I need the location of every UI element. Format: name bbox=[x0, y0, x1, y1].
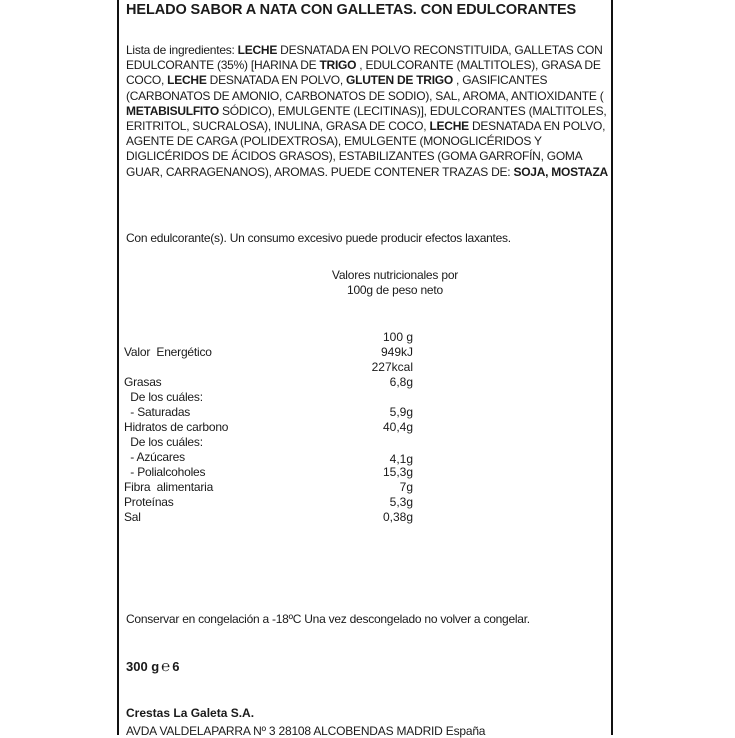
ingredient-text: DESNATADA EN POLVO, AGENTE DE CARGA (POLIDEXTROSA), EMULGENTE (MONOGLICÉRIDOS Y DIGLICÉRIDOS DE ÁCIDOS GRASOS), ESTABILIZANTES (GOMA GARROFÍN, GOMA GUAR, CARRAGENANOS), AROMAS. PUEDE CONTENER TRAZAS DE: bbox=[126, 119, 606, 179]
nutrition-row-value: 949kJ bbox=[380, 345, 413, 359]
nutrition-row-label: - Polialcoholes bbox=[124, 465, 206, 479]
nutrition-row-label: - Azúcares bbox=[124, 450, 185, 464]
storage-instructions: Conservar en congelación a -18ºC Una vez descongelado no volver a congelar. bbox=[126, 612, 530, 626]
nutrition-header-line2: 100g de peso neto bbox=[346, 283, 444, 297]
nutrition-row-label: Sal bbox=[124, 510, 141, 524]
allergen: METABISULFITO bbox=[126, 103, 219, 118]
allergen: TRIGO bbox=[319, 58, 357, 73]
ingredient-text: , GASIFICANTES (CARBONATOS DE AMONIO, CARBONATOS DE SODIO), SAL, AROMA, ANTIOXIDANTE ( bbox=[126, 73, 604, 103]
ingredient-text: , EDULCORANTE (MALTITOLES), GRASA DE COCO, bbox=[126, 58, 601, 88]
nutrition-row-value: 5,9g bbox=[389, 405, 413, 419]
estimated-sign-icon: ℮ bbox=[161, 658, 171, 675]
nutrition-row-label: De los cuáles: bbox=[124, 435, 203, 449]
nutrition-row-value: 5,3g bbox=[389, 495, 413, 509]
allergen: LECHE bbox=[167, 73, 207, 88]
company-address: AVDA VALDELAPARRA Nº 3 28108 ALCOBENDAS MADRID España bbox=[126, 724, 486, 738]
nutrition-row-value: 6,8g bbox=[389, 375, 413, 389]
ingredient-text: DESNATADA EN POLVO, bbox=[206, 73, 347, 88]
allergen: GLUTEN DE TRIGO bbox=[346, 73, 453, 88]
net-weight-value: 300 g bbox=[126, 659, 160, 674]
product-title: HELADO SABOR A NATA CON GALLETAS. CON EDULCORANTES bbox=[126, 2, 577, 18]
nutrition-row-value: 0,38g bbox=[382, 510, 413, 524]
nutrition-row-label: Grasas bbox=[124, 375, 162, 389]
allergen: LECHE bbox=[237, 43, 278, 57]
net-weight bbox=[126, 658, 180, 675]
unit-count: 6 bbox=[172, 659, 180, 674]
nutrition-row-label: Valor Energético bbox=[124, 345, 212, 359]
nutrition-row-label: - Saturadas bbox=[124, 405, 191, 419]
company-name: Crestas La Galeta S.A. bbox=[126, 706, 255, 720]
nutrition-row-value: 40,4g bbox=[382, 420, 413, 434]
sweetener-warning: Con edulcorante(s). Un consumo excesivo puede producir efectos laxantes. bbox=[126, 231, 511, 245]
nutrition-header-line1: Valores nutricionales por bbox=[331, 268, 459, 282]
ingredients-list bbox=[126, 43, 608, 180]
allergen: SOJA, MOSTAZA bbox=[513, 164, 608, 179]
allergen: LECHE bbox=[429, 119, 469, 134]
nutrition-header bbox=[300, 268, 490, 298]
nutrition-row-value: 227kcal bbox=[371, 360, 413, 374]
ingredient-text: SÓDICO), EMULGENTE (LECITINAS)], EDULCORANTES (MALTITOLES, ERITRITOL, SUCRALOSA), INULINA, GRASA DE COCO, bbox=[126, 103, 607, 134]
nutrition-row-value: 4,1g bbox=[389, 452, 413, 466]
nutrition-row-value: 15,3g bbox=[382, 465, 413, 479]
nutrition-row-label: Proteínas bbox=[124, 495, 174, 509]
nutrition-row-label: Hidratos de carbono bbox=[124, 420, 229, 434]
ingredient-text: DESNATADA EN POLVO RECONSTITUIDA, GALLETAS CON EDULCORANTE (35%) [HARINA DE bbox=[126, 43, 603, 73]
nutrition-row-label: De los cuáles: bbox=[124, 390, 203, 404]
ingredient-text: Lista de ingredientes: bbox=[126, 43, 238, 57]
nutrition-column-header: 100 g bbox=[382, 330, 413, 344]
nutrition-row-label: Fibra alimentaria bbox=[124, 480, 214, 494]
nutrition-row-value: 7g bbox=[399, 480, 413, 494]
